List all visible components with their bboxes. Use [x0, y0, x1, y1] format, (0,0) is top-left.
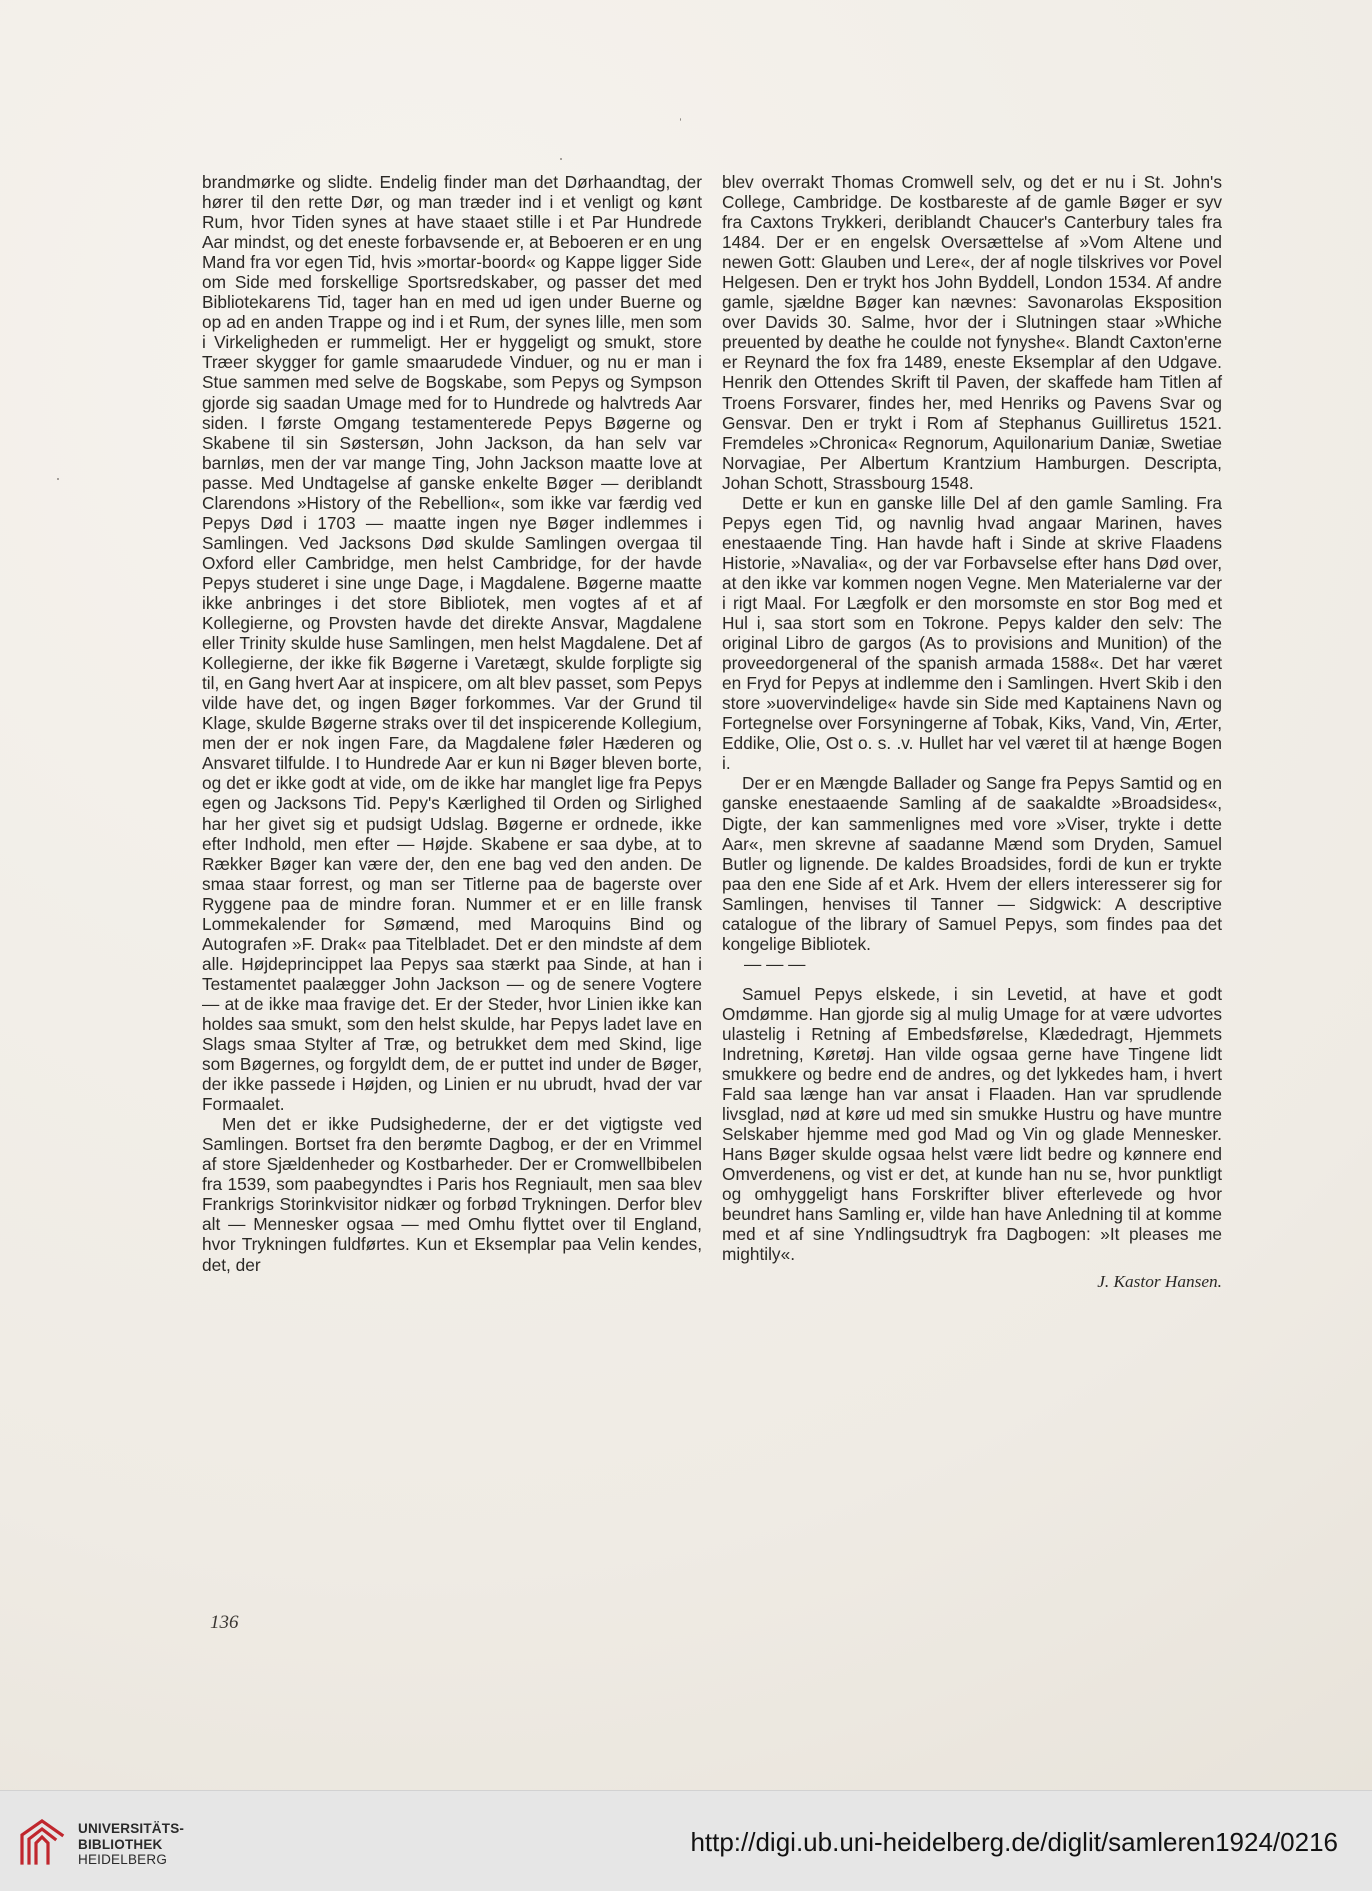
author-signature: J. Kastor Hansen.: [1097, 1272, 1222, 1292]
section-separator: — — —: [744, 953, 806, 974]
library-name-line3: HEIDELBERG: [78, 1852, 168, 1867]
paper-speck: [560, 158, 562, 160]
right-text-column: [722, 172, 1222, 1293]
library-name[interactable]: [78, 1821, 184, 1868]
library-name-line1: UNIVERSITÄTS-: [78, 1821, 185, 1836]
paper-speck: [680, 118, 681, 121]
library-name-line2: BIBLIOTHEK: [78, 1836, 163, 1852]
paragraph: Der er en Mængde Ballader og Sange fra Pepys Samtid og en ganske enestaaende Samling af de saakaldte »Broadsides«, Digte, der kan sammenlignes med vore »Viser, trykte i dette Aar«, men skrevne af saadanne Mænd som Dryden, Samuel Butler og lignende. De kaldes Broadsides, fordi de kun er trykte paa den ene Side af et Ark. Hvem der ellers interesserer sig for Samlingen, henvises til Tanner — Sidgwick: A descriptive catalogue of the library of Samuel Pepys, som findes paa det kongelige Bibliotek.: [722, 773, 1222, 954]
paragraph: blev overrakt Thomas Cromwell selv, og det er nu i St. John's College, Cambridge. De kostbareste af de gamle Bøger er syv fra Caxtons Trykkeri, deriblandt Chaucer's Canterbury tales fra 1484. Der er en engelsk Oversættelse af »Vom Altene und newen Gott: Glauben und Lere«, der af nogle tilskrives vor Povel Helgesen. Den er trykt hos John Byddell, London 1534. Af andre gamle, sjældne Bøger kan nævnes: Savonarolas Eksposition over Davids 30. Salme, hvor der i Slutningen staar »Whiche preuented by deathe he coulde not fynyshe«. Blandt Caxton'erne er Reynard the fox fra 1489, eneste Eksemplar af den Udgave. Henrik den Ottendes Skrift til Paven, der skaffede ham Titlen af Troens Forsvarer, findes her, med Henriks og Pavens Svar og Gensvar. Den er trykt i Rom af Stephanus Guilliretus 1521. Fremdeles »Chronica« Regnorum, Aquilonarium Daniæ, Swetiae Norvagiae, Per Albertum Krantzium Hamburgen. Descripta, Johan Schott, Strassbourg 1548.: [722, 172, 1222, 493]
permalink-url[interactable]: http://digi.ub.uni-heidelberg.de/diglit/samleren1924/0216: [690, 1827, 1338, 1857]
paper-speck: [57, 478, 59, 480]
paragraph: Men det er ikke Pudsighederne, der er det vigtigste ved Samlingen. Bortset fra den berømte Dagbog, er der en Vrimmel af store Sjældenheder og Kostbarheder. Der er Cromwellbibelen fra 1539, som paabegyndtes i Paris hos Regniault, men saa blev Frankrigs Storinkvisitor nidkær og forbød Trykningen. Derfor blev alt — Mennesker ogsaa — med Omhu flyttet over til England, hvor Trykningen fuldførtes. Kun et Eksemplar paa Velin kendes, det, der: [202, 1114, 702, 1275]
page-number: 136: [210, 1612, 239, 1633]
left-text-column: [202, 172, 702, 1275]
paragraph: brandmørke og slidte. Endelig finder man det Dørhaandtag, der hører til den rette Dør, og man træder ind i et venligt og kønt Rum, hvor Tiden synes at have staaet stille i et Par Hundrede Aar mindst, og det eneste forbavsende er, at Beboeren er en ung Mand fra vor egen Tid, hvis »mortar-boord« og Kappe ligger Side om Side med forskellige Sportsredskaber, og passer det med Bibliotekarens Tid, tager han en med ud igen under Buerne og op ad en anden Trappe og ind i et Rum, der synes lille, men som i Virkeligheden er rummeligt. Her er hyggeligt og smukt, store Træer skygger for gamle smaarudede Vinduer, og nu er man i Stue sammen med selve de Bogskabe, som Pepys og Sympson gjorde sig saadan Umage med for to Hundrede og halvtreds Aar siden. I første Omgang testamenterede Pepys Bøgerne og Skabene til sin Søstersøn, John Jackson, da han selv var barnløs, men der var mange Ting, John Jackson maatte love at passe. Med Undtagelse af ganske enkelte Bøger — deriblandt Clarendons »History of the Rebellion«, som ikke var færdig ved Pepys Død i 1703 — maatte ingen nye Bøger indlemmes i Samlingen. Ved Jacksons Død skulde Samlingen overgaa til Oxford eller Cambridge, men helst Cambridge, for der havde Pepys studeret i sine unge Dage, i Magdalene. Bøgerne maatte ikke anbringes i det store Bibliotek, men vogtes af et af Kollegierne, og Provsten havde det direkte Ansvar, Magdalene eller Trinity skulde huse Samlingen, men helst Magdalene. Det af Kollegierne, der ikke fik Bøgerne i Varetægt, skulde forpligte sig til, en Gang hvert Aar at inspicere, om alt blev passet, som Pepys vilde have det, og ingen Bøger forkommes. Var der Grund til Klage, skulde Bøgerne straks over til det inspicerende Kollegium, men der er nok ingen Fare, da Magdalene føler Hæderen og Ansvaret tilfulde. I to Hundrede Aar er kun ni Bøger bleven borte, og det er ikke godt at vide, om de ikke har manglet lige fra Pepys egen og Jacksons Tid. Pepy's Kærlighed til Orden og Sirlighed har her givet sig et pudsigt Udslag. Bøgerne er ordnede, ikke efter Indhold, men efter — Højde. Skabene er saa dybe, at to Rækker Bøger kan være der, den ene bag ved den anden. De smaa staar forrest, og man ser Titlerne paa de bagerste over Ryggene paa de mindre foran. Nummer et er en lille fransk Lommekalender for Sømænd, med Maroquins Bind og Autografen »F. Drak« paa Titelbladet. Det er den mindste af dem alle. Højdeprincippet laa Pepys saa stærkt paa Sinde, at han i Testamentet paalægger John Jackson — og de senere Vogtere — at de ikke maa fravige det. Er der Steder, hvor Linien ikke kan holdes saa smukt, som den helst skulde, har Pepys ladet lave en Slags smaa Stylter af Træ, og betrukket dem med Skind, lige som Bøgernes, og forgyldt dem, de er puttet ind under de Bøger, der ikke passede i Højden, og Linien er nu ubrudt, hvad der var Formaalet.: [202, 172, 702, 1115]
paragraph: Samuel Pepys elskede, i sin Levetid, at have et godt Omdømme. Han gjorde sig al mulig Umage for at være udvortes ulastelig i Retning af Embedsførelse, Klædedragt, Hjemmets Indretning, Køretøj. Han vilde ogsaa gerne have Tingene lidt smukkere og bedre end de andres, og det lykkedes ham, i hvert Fald saa længe han var ansat i Flaaden. Han var sprudlende livsglad, nød at køre ud med sin smukke Hustru og have muntre Selskaber hjemme med god Mad og Vin og glade Mennesker. Hans Bøger skulde ogsaa helst være lidt bedre og kønnere end Omverdenens, og vist er det, at kunde han nu se, hvor punktligt og omhyggeligt hans Forskrifter bliver efterlevede og hvor beundret hans Samling er, vilde han have Anledning til at komme med et af sine Yndlingsudtryk fra Dagbogen: »It pleases me mightily«.: [722, 983, 1222, 1265]
footer-bar: [0, 1790, 1372, 1891]
heidelberg-library-logo-icon[interactable]: [16, 1815, 70, 1869]
paragraph: Dette er kun en ganske lille Del af den gamle Samling. Fra Pepys egen Tid, og navnlig hvad angaar Marinen, haves enestaaende Ting. Han havde haft i Sinde at skrive Flaadens Historie, »Navalia«, og der var Forbavselse efter hans Død over, at den ikke var kommen nogen Vegne. Men Materialerne var der i rigt Maal. For Lægfolk er den morsomste en stor Bog med et Hul i, saa stort som en Tokrone. Pepys kalder den selv: The original Libro de gargos (As to provisions and Munition) of the proveedorgeneral of the spanish armada 1588«. Det har været en Fryd for Pepys at indlemme den i Samlingen. Hvert Skib i den store »uovervindelige« havde sin Side med Kaptainens Navn og Fortegnelse over Forsyningerne af Tobak, Kiks, Vand, Vin, Ærter, Eddike, Olie, Ost o. s. .v. Hullet har vel været til at hænge Bogen i.: [722, 492, 1222, 774]
